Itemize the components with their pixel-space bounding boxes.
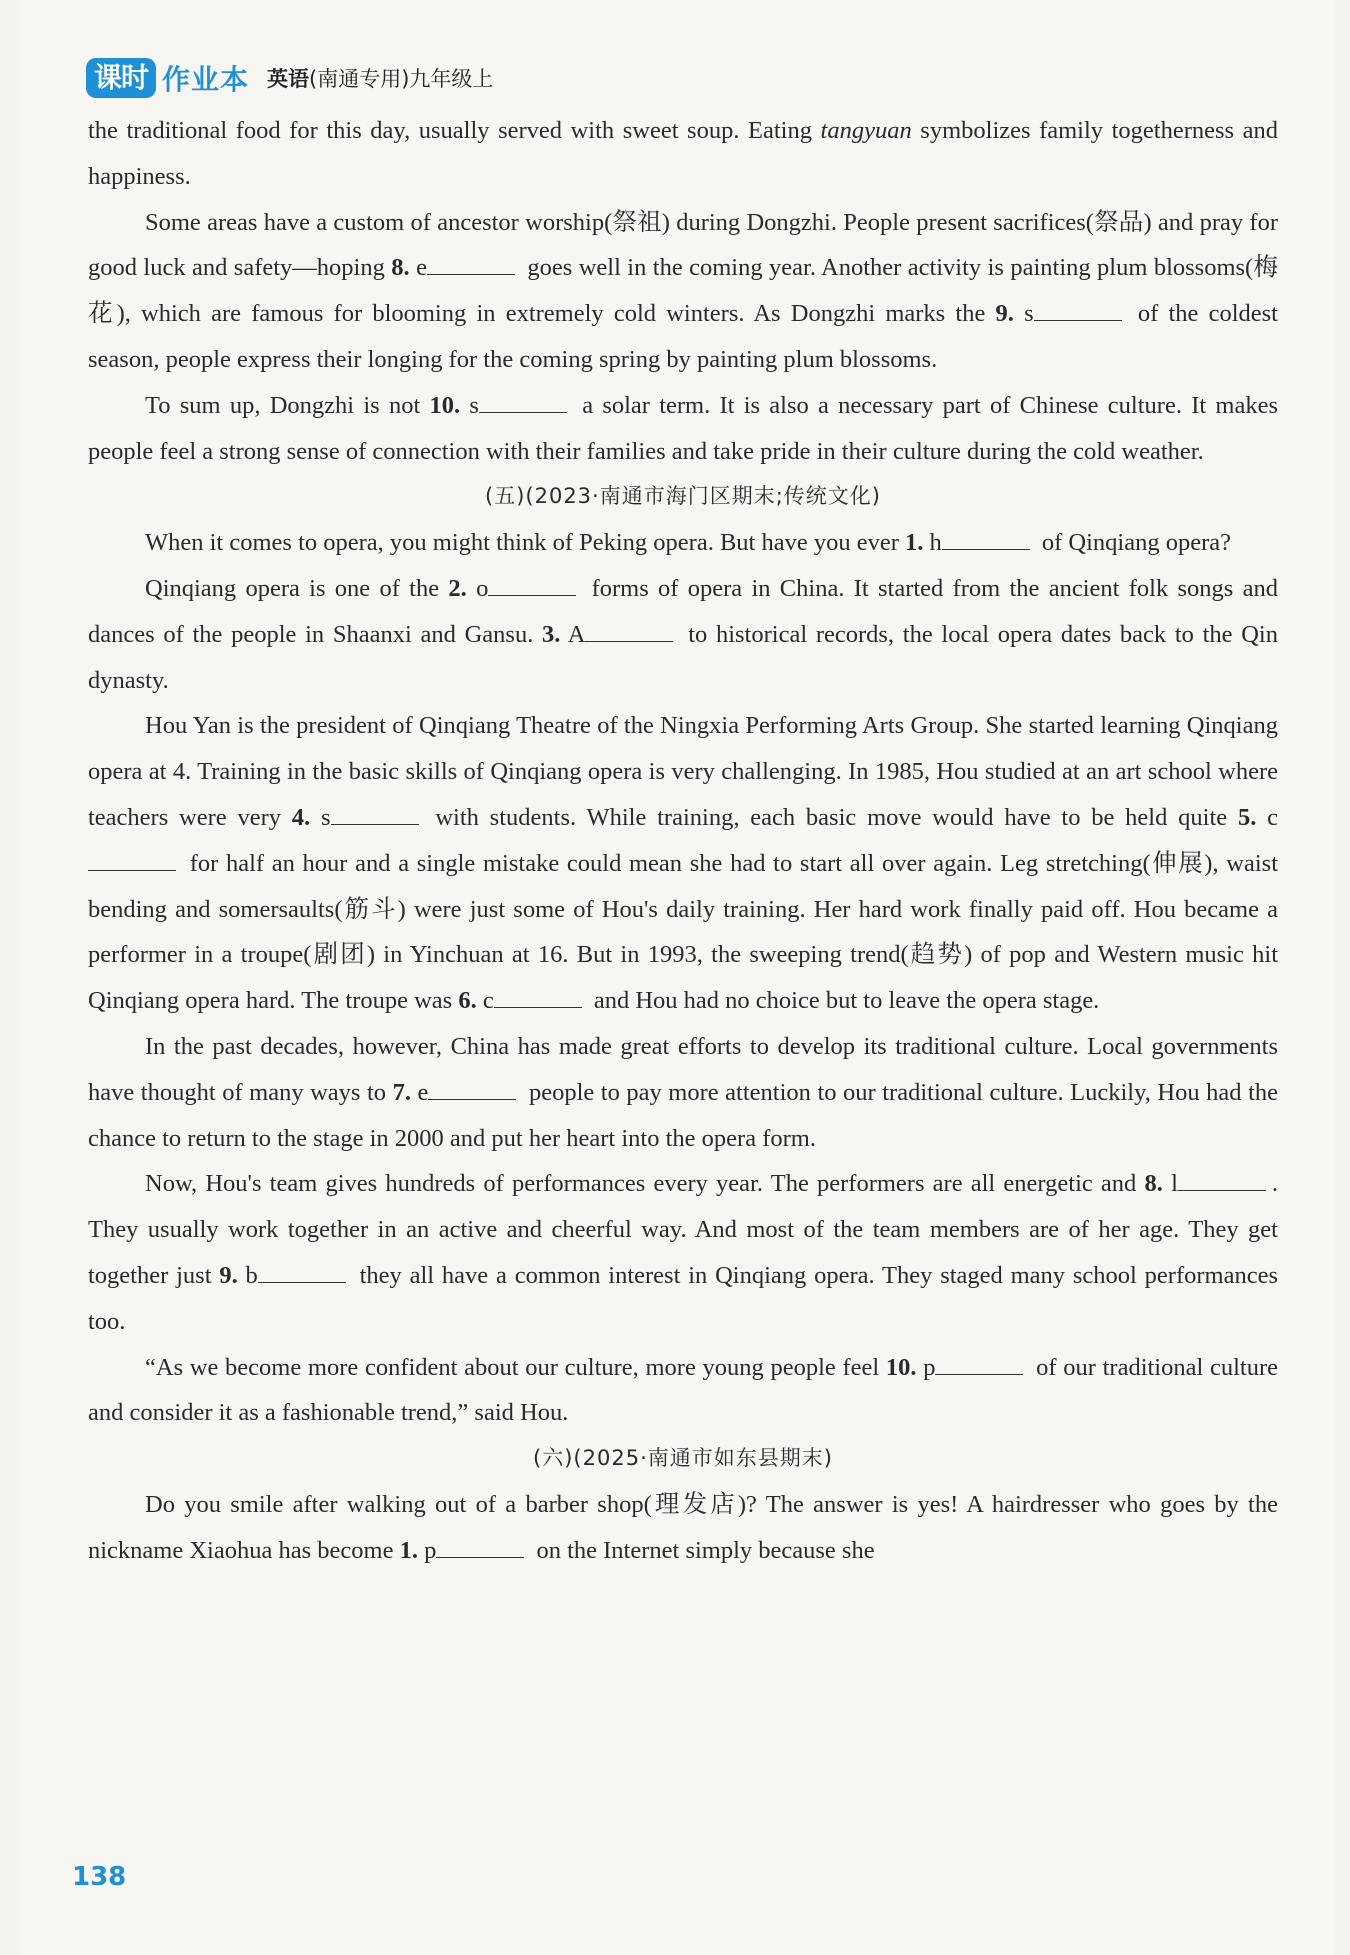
text-run: symbolizes family togetherness and happiness. [88, 117, 1279, 190]
question-number: 9. [995, 300, 1014, 328]
text-run: of Qinqiang opera? [1035, 529, 1232, 557]
section-heading: (六)(2025·南通市如东县期末) [533, 1446, 833, 1471]
initial-letter: c [1267, 803, 1279, 831]
paragraph [88, 1482, 1278, 1574]
initial-letter: p [923, 1353, 936, 1381]
answer-blank[interactable] [585, 621, 673, 642]
page [20, 0, 1335, 1955]
answer-blank[interactable] [331, 804, 419, 825]
text-run: “As we become more confident about our culture, more young people feel [145, 1353, 886, 1381]
initial-letter: s [469, 391, 479, 419]
text-run: Do you smile after walking out of a barber shop(理发店)? The answer is yes! A hairdresser who goes by the nickname Xiaohua has become [88, 1490, 1278, 1564]
answer-blank[interactable] [1034, 300, 1122, 321]
question-number: 1. [905, 529, 924, 557]
paragraph [88, 1345, 1278, 1437]
text-run: . They usually work together in an active and cheerful way. And most of the team members are of her age. They get together just [88, 1170, 1278, 1289]
answer-blank[interactable] [479, 392, 567, 413]
text-run: Now, Hou's team gives hundreds of performances every year. The performers are all energetic and [145, 1170, 1145, 1198]
answer-blank[interactable] [935, 1354, 1023, 1375]
text-run: and Hou had no choice but to leave the opera stage. [587, 987, 1100, 1015]
text-run: to historical records, the local opera dates back to the Qin dynasty. [88, 620, 1278, 694]
question-number: 10. [429, 391, 461, 419]
question-number: 9. [219, 1261, 238, 1289]
subject-name: 英语 [267, 67, 310, 91]
answer-blank[interactable] [942, 529, 1030, 550]
text-run: goes well in the coming year. Another activity is painting plum blossoms(梅花), which are famous for blooming in extremely cold winters. As Dongzhi marks the [88, 254, 1279, 328]
initial-letter: b [245, 1261, 258, 1289]
text-run: In the past decades, however, China has made great efforts to develop its traditional culture. Local governments have thought of many ways to [88, 1032, 1278, 1106]
paragraph [88, 703, 1278, 1024]
text-run: with students. While training, each basic move would have to be held quite [424, 803, 1238, 831]
answer-blank[interactable] [1178, 1170, 1266, 1191]
initial-letter: s [320, 803, 331, 831]
brand-name: 作业本 [162, 63, 250, 96]
page-number: 138 [72, 1862, 127, 1892]
text-run: To sum up, Dongzhi is not [145, 391, 430, 419]
answer-blank[interactable] [427, 254, 515, 275]
text-run: Qinqiang opera is one of the [145, 574, 449, 602]
paragraph [88, 566, 1278, 703]
paragraph [88, 108, 1278, 200]
text-run: the traditional food for this day, usually served with sweet soup. Eating [88, 117, 821, 144]
initial-letter: o [476, 574, 489, 602]
text-run: Hou Yan is the president of Qinqiang Theatre of the Ningxia Performing Arts Group. She started learning Qinqiang opera at 4. Training in the basic skills of Qinqiang opera is very challenging. In 1985, Hou studied at an art school where teachers were very [88, 712, 1278, 831]
subject-title [267, 63, 493, 93]
logo: 课时 [86, 58, 156, 98]
italic-term: tangyuan [820, 117, 912, 144]
paragraph [88, 1024, 1278, 1161]
question-number: 10. [885, 1353, 917, 1381]
initial-letter: l [1171, 1170, 1178, 1198]
question-number: 5. [1237, 803, 1257, 831]
answer-blank[interactable] [258, 1262, 346, 1283]
question-number: 7. [392, 1078, 411, 1106]
text-run: of the coldest season, people express their longing for the coming spring by painting plum blossoms. [88, 300, 1278, 373]
text-run: Some areas have a custom of ancestor worship(祭祖) during Dongzhi. People present sacrifices(祭品) and pray for good luck and safety—hoping [88, 208, 1278, 282]
text-run: people to pay more attention to our traditional culture. Luckily, Hou had the chance to return to the stage in 2000 and put her heart into the opera form. [88, 1078, 1279, 1152]
text-run: they all have a common interest in Qinqiang opera. They staged many school performances too. [88, 1261, 1278, 1335]
text-run: for half an hour and a single mistake could mean she had to start all over again. Leg stretching(伸展), waist bending and somersaults(筋斗) were just some of Hou's daily training. Her hard work finally paid off. Hou became a performer in a troupe(剧团) in Yinchuan at 16. But in 1993, the sweeping trend(趋势) of pop and Western music hit Qinqiang opera hard. The troupe was [88, 849, 1278, 1015]
initial-letter: p [424, 1536, 437, 1564]
page-header [86, 56, 493, 100]
question-number: 2. [448, 574, 467, 602]
answer-blank[interactable] [494, 987, 582, 1008]
paragraph [88, 383, 1278, 475]
paragraph [88, 200, 1278, 383]
initial-letter: e [417, 1078, 429, 1106]
main-text [88, 108, 1278, 1574]
question-number: 8. [1144, 1170, 1163, 1198]
answer-blank[interactable] [436, 1537, 524, 1558]
initial-letter: s [1024, 300, 1034, 328]
initial-letter: e [416, 254, 427, 282]
question-number: 6. [458, 987, 477, 1015]
question-number: 4. [291, 803, 311, 831]
question-number: 1. [399, 1536, 418, 1564]
edition-label: (南通专用)九年级上 [309, 67, 494, 91]
question-number: 3. [542, 620, 561, 648]
question-number: 8. [391, 254, 410, 282]
text-run: a solar term. It is also a necessary part of Chinese culture. It makes people feel a strong sense of connection with their families and take pride in their culture during the cold weather. [88, 391, 1279, 465]
initial-letter: A [567, 620, 586, 648]
paragraph [88, 520, 1278, 566]
text-run: When it comes to opera, you might think of Peking opera. But have you ever [145, 529, 906, 557]
answer-blank[interactable] [88, 850, 176, 871]
paragraph [88, 1161, 1278, 1344]
answer-blank[interactable] [428, 1079, 516, 1100]
text-run: forms of opera in China. It started from the ancient folk songs and dances of the people in Shaanxi and Gansu. [88, 574, 1278, 648]
answer-blank[interactable] [488, 575, 576, 596]
text-run: of our traditional culture and consider it as a fashionable trend,” said Hou. [88, 1353, 1279, 1427]
section-heading: (五)(2023·南通市海门区期末;传统文化) [485, 484, 881, 509]
initial-letter: h [929, 529, 942, 557]
text-run: on the Internet simply because she [530, 1536, 875, 1564]
initial-letter: c [482, 987, 494, 1015]
